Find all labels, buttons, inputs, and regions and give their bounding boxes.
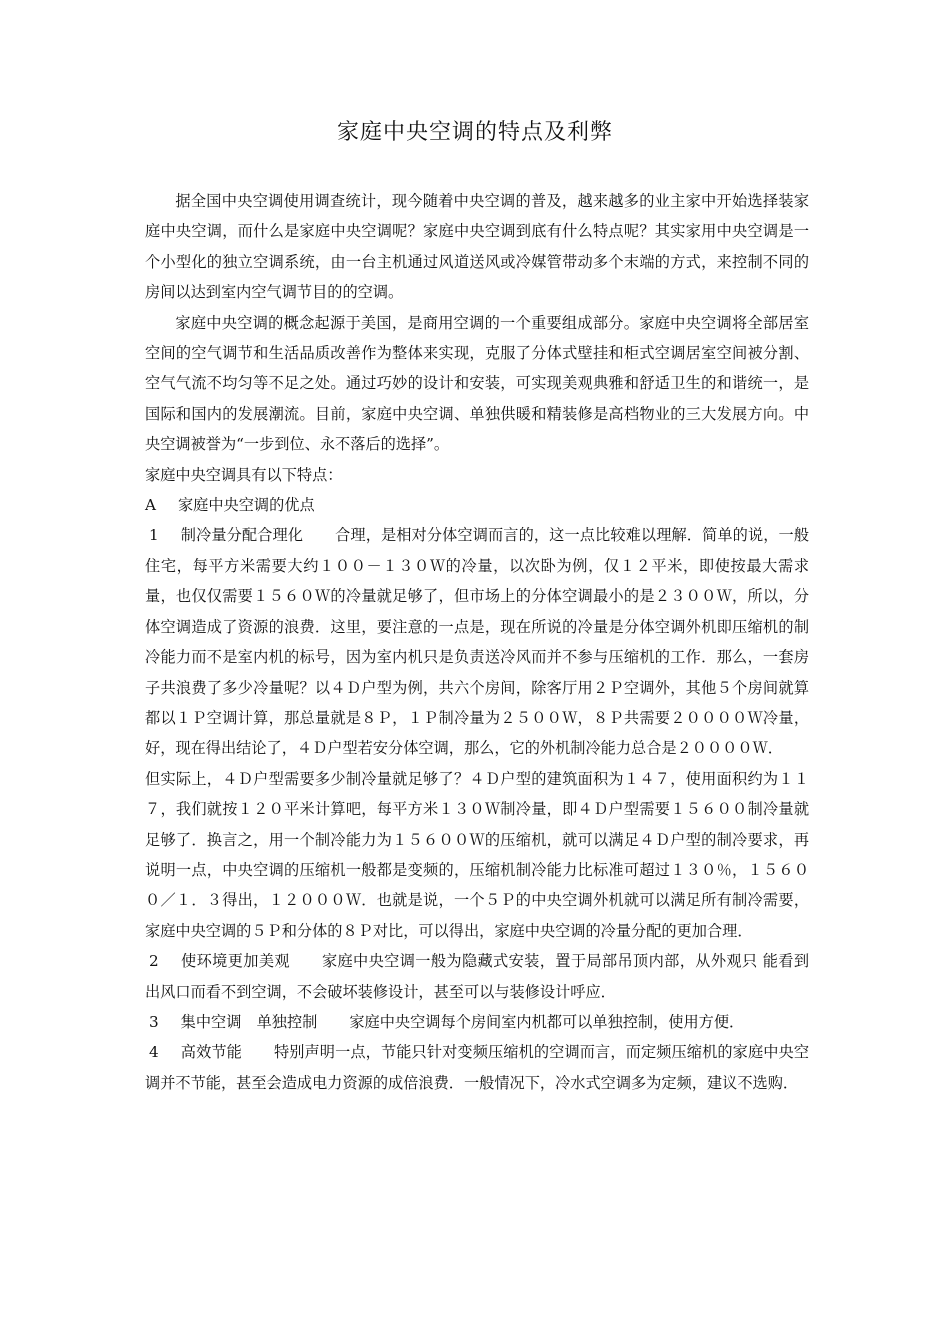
document-body — [145, 186, 809, 1098]
list-item-1-text: 合理，是相对分体空调而言的，这一点比较难以理解．简单的说，一般住宅，每平方米需要大约１００－１３０Ｗ的冷量，以次卧为例，仅１２平米，即使按最大需求量，也仅仅需要１５６０Ｗ的冷量就足够了，但市场上的分体空调最小的是２３００Ｗ，所以，分体空调造成了资源的浪费．这里，要注意的一点是，现在所说的冷量是分体空调外机即压缩机的制冷能力而不是室内机的标号，因为室内机只是负责送冷风而并不参与压缩机的工作．那么，一套房子共浪费了多少冷量呢？以４Ｄ户型为例，共六个房间，除客厅用２Ｐ空调外，其他５个房间就算都以１Ｐ空调计算，那总量就是８Ｐ，１Ｐ制冷量为２５００Ｗ，８Ｐ共需要２００００Ｗ冷量，好，现在得出结论了，４Ｄ户型若安分体空调，那么，它的外机制冷能力总合是２００００Ｗ． — [145, 526, 810, 758]
list-item-2 — [145, 946, 809, 1007]
list-item-1-number: 1 — [149, 526, 159, 545]
list-item-1-continuation: 但实际上，４Ｄ户型需要多少制冷量就足够了？４Ｄ户型的建筑面积为１４７，使用面积约为１１７，我们就按１２０平米计算吧，每平方米１３０Ｗ制冷量，即４Ｄ户型需要１５６００制冷量就足够了．换言之，用一个制冷能力为１５６００Ｗ的压缩机，就可以满足４Ｄ户型的制冷要求，再说明一点，中央空调的压缩机一般都是变频的，压缩机制冷能力比标准可超过１３０％，１５６００／１．３得出，１２０００Ｗ．也就是说，一个５Ｐ的中央空调外机就可以满足所有制冷需要，家庭中央空调的５Ｐ和分体的８Ｐ对比，可以得出，家庭中央空调的冷量分配的更加合理． — [145, 769, 809, 940]
intro-paragraph-1: 据全国中央空调使用调查统计，现今随着中央空调的普及，越来越多的业主家中开始选择装家庭中央空调，而什么是家庭中央空调呢？家庭中央空调到底有什么特点呢？其实家用中央空调是一个小型化的独立空调系统，由一台主机通过风道送风或冷媒管带动多个末端的方式，来控制不同的房间以达到室内空气调节目的的空调。 — [145, 192, 809, 302]
list-item-3-number: 3 — [149, 1012, 159, 1031]
intro-paragraph-2: 家庭中央空调的概念起源于美国，是商用空调的一个重要组成部分。家庭中央空调将全部居室空间的空气调节和生活品质改善作为整体来实现，克服了分体式壁挂和柜式空调居室空间被分割、空气气流不均匀等不足之处。通过巧妙的设计和安装，可实现美观典雅和舒适卫生的和谐统一，是国际和国内的发展潮流。目前，家庭中央空调、单独供暖和精装修是高档物业的三大发展方向。中央空调被誉为“一步到位、永不落后的选择”。 — [145, 313, 809, 454]
section-a-label: 家庭中央空调的优点 — [177, 496, 315, 515]
list-item-3 — [145, 1007, 809, 1037]
list-item-4-heading: 高效节能 — [180, 1043, 242, 1062]
section-a-heading — [145, 490, 809, 520]
list-item-2-heading: 使环境更加美观 — [180, 952, 290, 971]
features-intro: 家庭中央空调具有以下特点： — [145, 465, 343, 484]
list-item-3-text: 家庭中央空调每个房间室内机都可以单独控制，使用方便． — [349, 1012, 745, 1031]
list-item-2-number: 2 — [149, 952, 159, 971]
section-a-number: A — [145, 496, 156, 515]
list-item-1-heading: 制冷量分配合理化 — [180, 526, 304, 545]
list-item-4-text: 特别声明一点，节能只针对变频压缩机的空调而言，而定频压缩机的家庭中央空调并不节能，甚至会造成电力资源的成倍浪费．一般情况下，冷水式空调多为定频，建议不选购． — [145, 1043, 810, 1092]
list-item-4-number: 4 — [149, 1043, 159, 1062]
page-title: 家庭中央空调的特点及利弊 — [336, 120, 613, 145]
list-item-3-heading: 集中空调 单独控制 — [180, 1012, 318, 1031]
list-item-1 — [145, 520, 809, 763]
list-item-4 — [145, 1037, 809, 1098]
list-item-2-text: 家庭中央空调一般为隐藏式安装，置于局部吊顶内部，从外观只 能看到出风口而看不到空调，不会破坏装修设计，甚至可以与装修设计呼应． — [145, 952, 810, 1001]
